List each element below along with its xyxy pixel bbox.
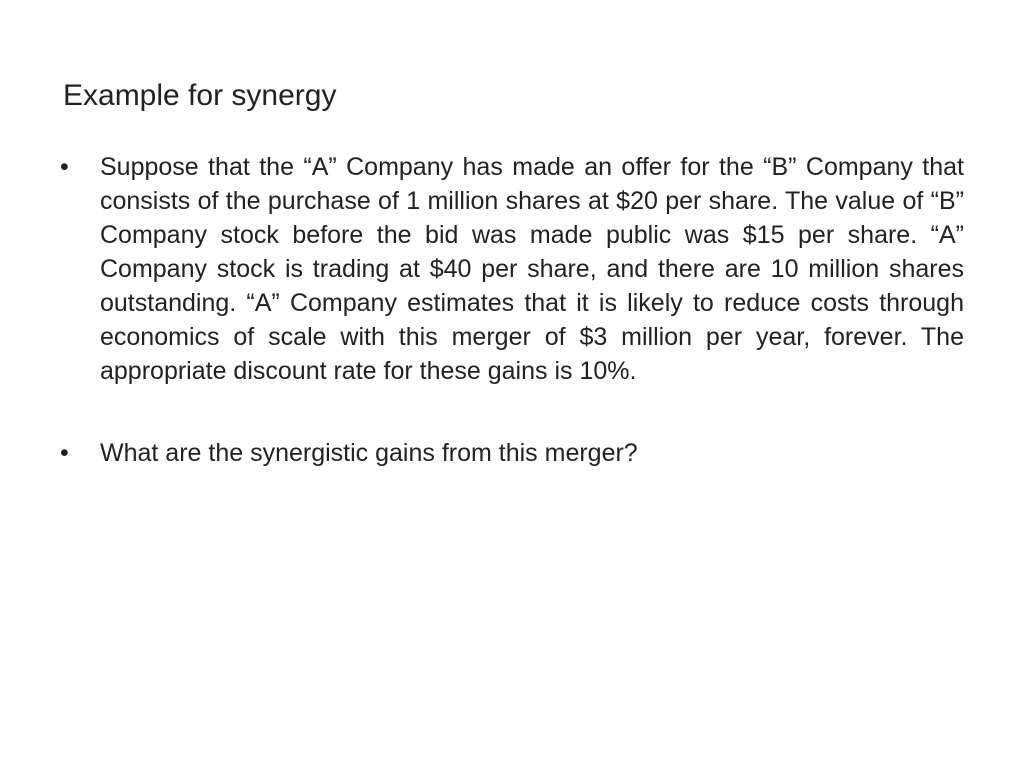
- bullet-text: What are the synergistic gains from this merger?: [100, 439, 638, 467]
- bullet-item-question: [60, 436, 964, 470]
- bullet-marker: •: [60, 439, 69, 467]
- bullet-text: Suppose that the “A” Company has made an offer for the “B” Company that consists of the purchase of 1 million shares at $20 per share. The value of “B” Company stock before the bid was made public was $15 per share. “A” Company stock is trading at $40 per share, and there are 10 million shares outstanding. “A” Company estimates that it is likely to reduce costs through economics of scale with this merger of $3 million per year, forever. The appropriate discount rate for these gains is 10%.: [100, 153, 964, 385]
- slide-title: Example for synergy: [63, 79, 337, 112]
- bullet-item-problem: [60, 150, 964, 388]
- bullet-list: [60, 150, 964, 470]
- bullet-marker: •: [60, 153, 69, 181]
